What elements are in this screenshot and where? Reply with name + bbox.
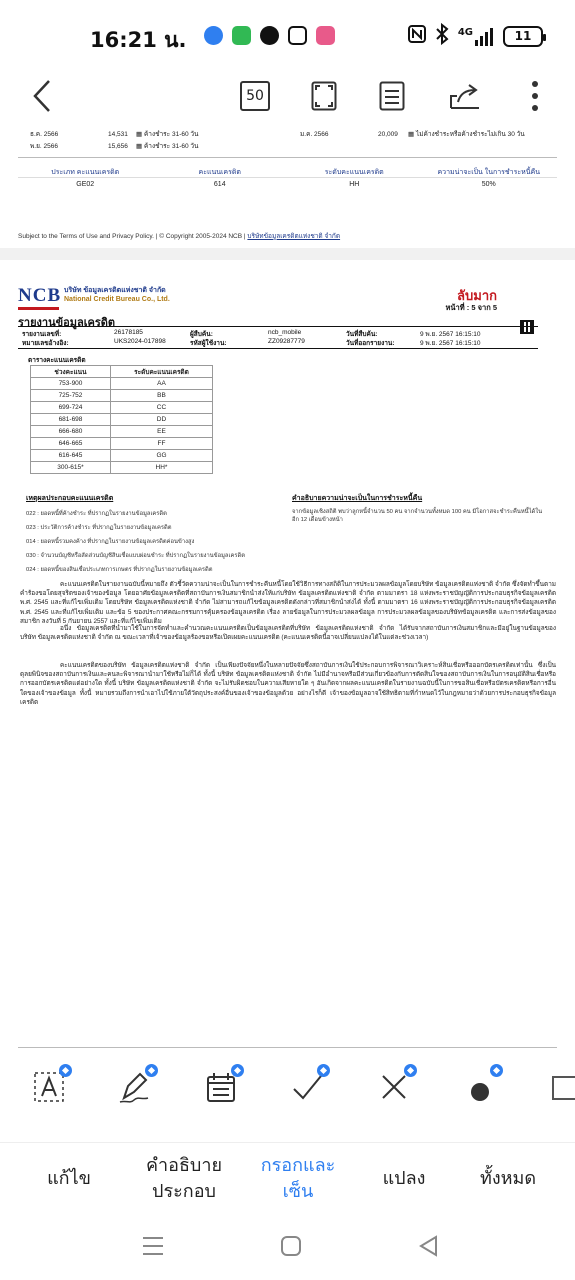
meta-value: UKS2024-017898 (114, 338, 166, 345)
badge-icon (231, 1064, 244, 1077)
table-cell: 616-645 (31, 450, 111, 462)
history-amount: 14,531 (108, 131, 128, 138)
table-cell: DD (111, 414, 213, 426)
history-amount: 20,009 (378, 131, 398, 138)
disclaimer-paragraph: อนึ่ง ข้อมูลเครดิตที่นำมาใช้ในการจัดทำและคำนวณคะแนนเครดิตเป็นข้อมูลเครดิตที่บริษัท ข้อมูลเครดิตแห่งชาติ จำกัด ได้รับจากสถาบันการเงินสมาชิกและมีอยู่ในฐานข้อมูลของบริษัท ข้อมูลเครดิตแห่งชาติ จำกัด ณ ขณะเวลาที่เจ้าของข้อมูลร้องขอหรือเปิดเผยคะแนนเครดิต (คะแนนเครดิตนี้อาจเปลี่ยนแปลงได้ในแต่ละช่วงเวลา) (20, 625, 556, 642)
page-count: 50 (240, 81, 270, 111)
status-bar (0, 0, 575, 72)
table-cell: AA (111, 378, 213, 390)
rectangle-icon (550, 1070, 575, 1104)
probability-title: คำอธิบายความน่าจะเป็นในการชำระหนี้คืน (292, 495, 423, 502)
table-row (31, 426, 213, 438)
meta-value: 9 พ.ย. 2567 16:15:10 (420, 340, 481, 347)
score-header-cell: ประเภท คะแนนเครดิต (51, 169, 120, 176)
more-options-button[interactable] (515, 72, 555, 120)
bluetooth-icon (436, 24, 448, 49)
range-table-title: ตารางคะแนนเครดิต (28, 357, 86, 364)
history-status: ▦ ค้างชำระ 31-60 วัน (136, 143, 199, 150)
system-icons (408, 24, 543, 49)
fullscreen-icon (311, 81, 337, 111)
network-type: 4G (457, 26, 473, 38)
tab-fill-sign[interactable]: กรอกและ เซ็น (260, 1155, 336, 1202)
status-time: 16:21 น. (90, 28, 187, 52)
table-row (31, 450, 213, 462)
gmail-icon (288, 26, 307, 45)
divider (18, 348, 538, 349)
table-row (31, 438, 213, 450)
reason-item: 023 : ประวัติการค้างชำระ ที่ปรากฏในรายงานข้อมูลเครดิต (26, 525, 172, 531)
pdf-document-view[interactable] (0, 124, 575, 1050)
probability-text: จากข้อมูลเชิงสถิติ พบว่าลูกหนี้จำนวน 50 คน จากจำนวนทั้งหมด 100 คน มีโอกาสจะชำระคืนหนี้ได้ในอีก 12 เดือนข้างหน้า (292, 509, 543, 523)
reason-item: 024 : ยอดหนี้ของสินเชื่อประเภทการเกษตร ที่ปรากฏในรายงานข้อมูลเครดิต (26, 567, 213, 573)
system-nav-bar (0, 1224, 575, 1280)
table-cell: 646-665 (31, 438, 111, 450)
table-row (31, 402, 213, 414)
score-value-cell: GE02 (76, 181, 95, 188)
disclaimer-paragraph: คะแนนเครดิตของบริษัท ข้อมูลเครดิตแห่งชาติ จำกัด เป็นเพียงปัจจัยหนึ่งในหลายปัจจัยซึ่งสถาบันการเงินใช้ประกอบการพิจารณาวิเคราะห์สินเชื่อหรือออกบัตรเครดิตเท่านั้น ซึ่งเป็นดุลยพินิจของสถาบันการเงินและคนละพิจารณานำมาใช้หรือไม่ก็ได้ ทั้งนี้ บริษัท ข้อมูลเครดิตแห่งชาติ จำกัด ไม่มีอำนาจหรือมีส่วนเกี่ยวข้องกับการตัดสินใจของสถาบันการเงินในการอนุมัติสินเชื่อหรือการออกบัตรเครดิตแต่อย่างใด ทั้งนี้ บริษัท ข้อมูลเครดิตแห่งชาติ จำกัด จะไม่รับผิดชอบในความเสียหายใด ๆ อันเกิดจากผลคะแนนเครดิตในรายงานฉบับนี้ในการขอสินเชื่อหรือบัตรเครดิตหรือการอื่นใดของเจ้าของข้อมูล ทั้งนี้ หมายรวมถึงการนำเอาไปใช้ภายใต้วัตถุประสงค์อื่นของเจ้าของข้อมูลด้วย อย่างไรก็ดี เจ้าของข้อมูลอาจใช้สิทธิตามที่กำหนดไว้ในกฎหมายว่าด้วยการประกอบธุรกิจข้อมูลเครดิต (20, 662, 556, 706)
text-box-tool[interactable] (32, 1070, 66, 1104)
meta-value: ncb_mobile (268, 329, 302, 336)
table-cell: 666-680 (31, 426, 111, 438)
badge-icon (145, 1064, 158, 1077)
score-header-cell: ระดับคะแนนเครดิต (324, 169, 384, 176)
date-tool[interactable] (204, 1070, 238, 1104)
disclaimer-paragraph: คะแนนเครดิตในรายงานฉบับนี้หมายถึง ตัวชี้วัดความน่าจะเป็นในการชำระคืนหนี้โดยใช้วิธีการทางสถิติในการประมวลผลข้อมูลโดยบริษัท ข้อมูลเครดิตแห่งชาติ จำกัด ซึ่งจัดทำขึ้นตามคำร้องขอโดยสุจริตของเจ้าของข้อมูล โดยอาศัยข้อมูลเครดิตที่สถาบันการเงินสมาชิกนำส่งให้แก่บริษัท ข้อมูลเครดิตแห่งชาติ จำกัด ตามมาตรา 18 แห่งพระราชบัญญัติการประกอบธุรกิจข้อมูลเครดิต พ.ศ. 2545 และที่แก้ไขเพิ่มเติม โดยบริษัท ข้อมูลเครดิตแห่งชาติ จำกัด ไม่สามารถแก้ไขข้อมูลเครดิตดังกล่าวที่สมาชิกนำส่งได้ ทั้งนี้ ตามมาตรา 16 แห่งพระราชบัญญัติการประกอบธุรกิจข้อมูลเครดิต พ.ศ. 2545 และที่แก้ไขเพิ่มเติม และข้อ 5 ของประกาศคณะกรรมการคุ้มครองข้อมูลเครดิต เรื่อง ลายข้อมูลในการประมวลผลข้อมูล การประมวลผลข้อมูลของบริษัทข้อมูลเครดิต และการส่งข้อมูลของสมาชิก ลงวันที่ 5 กันยายน 2557 และที่แก้ไขเพิ่มเติม (20, 581, 556, 625)
dot-tool[interactable] (463, 1070, 497, 1104)
table-cell: EE (111, 426, 213, 438)
report-title: รายงานข้อมูลเครดิต (18, 317, 116, 329)
history-status: ▦ ค้างชำระ 31-60 วัน (136, 131, 199, 138)
barcode-icon (520, 320, 534, 334)
meta-label-text: รายงานเลขที่: (22, 331, 62, 338)
score-header-cell: ความน่าจะเป็น ในการชำระหนี้คืน (437, 169, 540, 176)
history-month: ธ.ค. 2566 (30, 131, 59, 138)
history-status-text: ค้างชำระ 31-60 วัน (143, 131, 199, 138)
recent-apps-button[interactable] (142, 1236, 164, 1260)
ncb-logo: NCB (18, 285, 62, 306)
outline-button[interactable] (372, 72, 412, 120)
nfc-icon (408, 25, 426, 48)
tab-all[interactable]: ทั้งหมด (479, 1168, 537, 1189)
page-footer (18, 231, 340, 241)
badge-icon (404, 1064, 417, 1077)
signature-tool[interactable] (118, 1070, 152, 1104)
divider (18, 326, 538, 327)
score-value-row (18, 181, 556, 188)
reason-item: 030 : จำนวนบัญชีหรือสัดส่วนบัญชีสินเชื่อแบบผ่อนชำระ ที่ปรากฏในรายงานข้อมูลเครดิต (26, 553, 245, 559)
chevron-left-icon (32, 79, 52, 113)
score-header-cell: คะแนนเครดิต (198, 169, 241, 176)
table-header-cell: ระดับคะแนนเครดิต (111, 366, 213, 378)
ncb-logo-bar (18, 307, 59, 310)
tab-annotate[interactable]: คำอธิบาย ประกอบ (145, 1155, 223, 1202)
footer-link[interactable]: บริษัทข้อมูลเครดิตแห่งชาติ จำกัด (247, 233, 341, 240)
meta-label-text: รหัสผู้ใช้งาน: (190, 340, 227, 347)
footer-text: Subject to the Terms of Use and Privacy Policy. | © Copyright 2005-2024 NCB | (18, 233, 246, 240)
tab-edit[interactable]: แก้ไข (47, 1168, 91, 1189)
reasons-title: เหตุผลประกอบคะแนนเครดิต (26, 495, 114, 502)
score-value-cell: HH (349, 181, 360, 188)
system-back-button[interactable] (418, 1235, 438, 1261)
page-gap (0, 248, 575, 260)
company-name-en: National Credit Bureau Co., Ltd. (64, 296, 170, 303)
meta-label-text: หมายเลขอ้างอิง: (22, 340, 69, 347)
table-cell: CC (111, 402, 213, 414)
more-tools[interactable] (550, 1070, 575, 1104)
back-button[interactable] (22, 72, 62, 120)
score-value-cell: 614 (213, 181, 226, 188)
badge-icon (59, 1064, 72, 1077)
table-cell: FF (111, 438, 213, 450)
signal-icon (458, 28, 493, 46)
line-icon (260, 26, 279, 45)
page-count-button[interactable] (235, 72, 275, 120)
table-header-cell: ช่วงคะแนน (31, 366, 111, 378)
history-month: พ.ย. 2566 (30, 143, 58, 150)
history-status-text: ค้างชำระ 31-60 วัน (143, 143, 199, 150)
table-row (31, 462, 213, 474)
history-status: ▦ ไม่ค้างชำระหรือค้างชำระไม่เกิน 30 วัน (408, 131, 525, 138)
meta-value: 9 พ.ย. 2567 16:15:10 (420, 331, 481, 338)
table-cell: 725-752 (31, 390, 111, 402)
meta-label (22, 338, 69, 348)
mode-tabs (0, 1142, 575, 1224)
home-button[interactable] (280, 1235, 302, 1261)
history-status-text: ไม่ค้างชำระหรือค้างชำระไม่เกิน 30 วัน (415, 131, 525, 138)
meta-label (346, 338, 395, 348)
divider (18, 1047, 557, 1048)
badge-icon (317, 1064, 330, 1077)
meta-value: 26178185 (114, 329, 143, 336)
table-cell: 681-698 (31, 414, 111, 426)
page-number: หน้าที่ : 5 จาก 5 (445, 303, 497, 312)
pdf-toolbar (0, 72, 575, 124)
table-cell: BB (111, 390, 213, 402)
meta-label-text: วันที่สืบค้น: (346, 331, 378, 338)
history-amount: 15,656 (108, 143, 128, 150)
tab-convert[interactable]: แปลง (382, 1168, 426, 1189)
meta-value: ZZ09287779 (268, 338, 305, 345)
meta-label-text: ผู้สืบค้น: (190, 331, 213, 338)
table-cell: 300-615* (31, 462, 111, 474)
share-icon (449, 82, 481, 110)
table-cell: 699-724 (31, 402, 111, 414)
meta-label-text: วันที่ออกรายงาน: (346, 340, 395, 347)
triangle-back-icon (418, 1235, 438, 1257)
table-cell: 753-900 (31, 378, 111, 390)
score-range-table (30, 365, 213, 474)
checkmark-tool[interactable] (290, 1070, 324, 1104)
annotation-tools-row (0, 1050, 575, 1142)
home-icon (280, 1235, 302, 1257)
divider (18, 157, 557, 158)
meta-label (190, 338, 227, 348)
table-row (31, 378, 213, 390)
share-button[interactable] (445, 72, 485, 120)
table-cell: GG (111, 450, 213, 462)
fullscreen-button[interactable] (304, 72, 344, 120)
reason-item: 014 : ยอดหนี้รวมคงค้าง ที่ปรากฏในรายงานข้อมูลเครดิตค่อนข้างสูง (26, 539, 195, 545)
app-notification-icon (316, 26, 335, 45)
more-vertical-icon (532, 81, 538, 111)
document-list-icon (379, 81, 405, 111)
history-month: ม.ค. 2566 (300, 131, 329, 138)
cross-tool[interactable] (377, 1070, 411, 1104)
table-cell: HH* (111, 462, 213, 474)
badge-icon (490, 1064, 503, 1077)
history-row (30, 131, 58, 139)
battery-indicator: 11 (503, 26, 543, 47)
table-row (31, 390, 213, 402)
table-header-row (31, 366, 213, 378)
score-value-cell: 50% (481, 181, 496, 188)
app-notification-icon (204, 26, 223, 45)
menu-icon (142, 1236, 164, 1256)
confidential-label: ลับมาก (457, 288, 497, 303)
notification-icons (204, 26, 335, 45)
divider (18, 177, 557, 178)
table-row (31, 414, 213, 426)
company-name-th: บริษัท ข้อมูลเครดิตแห่งชาติ จำกัด (64, 287, 166, 294)
reason-item: 022 : ยอดหนี้ที่ค้างชำระ ที่ปรากฏในรายงานข้อมูลเครดิต (26, 511, 167, 517)
app-notification-icon (232, 26, 251, 45)
